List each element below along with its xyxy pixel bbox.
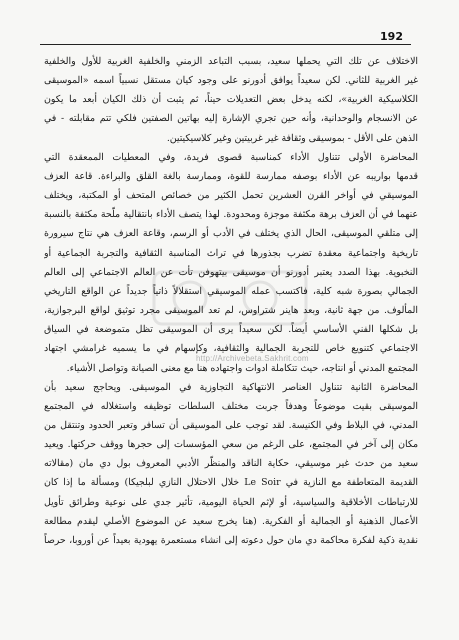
- body-line: الموسيقي في أواخر القرن العشرين تحمل الكثير من خصائص المتحف أو المكتبة، ويختلف: [44, 190, 418, 202]
- body-line: القديمة المتعاطفة مع النازية في Le Soir خلال الاحتلال النازي لبلجيكا) ومسألة ما إذا كان: [44, 477, 418, 489]
- body-line: عنهما في أن العزف برهة مكثفة موجزة ومحدودة. لهذا يتصف الأداء بانتقالية ملّحة مكثفة بالنسبة: [44, 209, 418, 221]
- body-line: النخبوية. بهذا الصدد يعتبر أدورنو أن موسيقى بيتهوفن تأت عن العالم الاجتماعي إلى العالم: [44, 266, 418, 278]
- body-line: عن الانسجام والوحدانية، وأنه حين تجري الإشارة إليه بهاتين الصفتين فلكي تتم مقابلته - في: [44, 113, 418, 125]
- body-line: الاختلاف عن تلك التي يحملها سعيد، بسبب التباعد الزمني والخلفية الغربية للأول والخلفية: [44, 56, 418, 67]
- body-line: غير الغربية للثاني. لكن سعيداً يوافق أدورنو على وجود كيان مستقل نسبياً اسمه «الموسيقى: [44, 75, 418, 87]
- page-number: 192: [380, 30, 403, 43]
- body-line: قدمها بواريبه عن الأداء بوصفه ممارسة للقوة، وممارسة بالغة القلق والبراءة. قاعة العزف: [44, 170, 418, 182]
- body-line: المدني، في البلاط وفي الكنيسة. لقد توجب على الموسيقى أن تسافر وتعبر الحدود وتنتقل من: [44, 419, 418, 431]
- body-line: نقدية ذكية لفكرة محاكمة دي مان حول دعوته إلى انشاء مستعمرة يهودية بعيداً عن أوروبا، حرصاً: [44, 534, 418, 546]
- body-line: سعيد من حدث غير موسيقي، حكاية الناقد والمنظّر الأدبي المعروف بول دي مان (مقالاته: [44, 458, 418, 470]
- body-line: إلى متلقي الموسيقى، الحال الذي يختلف في الأدب أو الرسم، وقاعة العزف هي نتاج سيرورة: [44, 228, 418, 240]
- body-line: الأعمال الذهنية أو الجمالية أو الفكرية. (هنا يخرج سعيد عن الموضوع الأصلي ليقدم مطالعة: [44, 515, 418, 527]
- body-line: الموسيقى بقيت موضوعاً وهدفاً جربت مختلف السلطات توظيفه واستغلاله في المجتمع: [44, 400, 418, 412]
- body-line: المحاضرة الثانية تتناول العناصر الانتهاكية التجاوزية في الموسيقى. ويحاجج سعيد بأن: [44, 381, 418, 393]
- body-line: الذهن على الأقل - بموسيقى وثقافة غير غربيتين وغير كلاسيكيتين.: [166, 132, 418, 144]
- article-body: [44, 52, 418, 550]
- header-rule: [40, 44, 411, 45]
- body-line: الكلاسيكية الغربية»، لكنه يدخل بعض التعديلات حيناً، ثم يثبت أن ذلك الكيان أبعد ما يكون: [44, 94, 418, 106]
- body-line: المحاضرة الأولى تتناول الأداء كمناسبة قصوى فريدة، وفي المعطيات الممعقدة التي: [44, 151, 418, 163]
- body-line: الاجتماعي كتنويع خاص للتجربة الجمالية والثقافية، وكإسهام في ما يسميه غرامشي اجتهاد: [44, 343, 418, 355]
- body-line: مكان إلى آخر في المجتمع، على الرغم من سعي المؤسسات إلى حجرها ووقف حركتها. ويعيد: [44, 439, 418, 451]
- body-line: الجمالي بصورة شبه كلية، فاكتسب عمله الموسيقي استقلالاً ذاتياً جديداً عن الواقع التاريخي: [44, 285, 418, 297]
- body-line: المألوف. من جهة ثانية، وبعد هاينر شتراوس، لم تعد الموسيقى مجرد توثيق لواقع البرجوازية،: [44, 305, 418, 317]
- archive-watermark: http://Archivebeta.Sakhrit.com: [196, 354, 309, 363]
- body-line: للارتباطات الأخلاقية والسياسية، أو لإثم الحياة اليومية، تأثير جدي على نوعية وطرائق تأويل: [44, 496, 418, 508]
- body-line: تاريخية واجتماعية معقدة تضرب بجذورها في تراث المناسبة الثقافية والتجربة الجماعية أو: [44, 247, 418, 259]
- body-line: المجتمع المدني أو انتاجه، حيث تتكاملة ادوات واجتهاده هنا مع معنى الصيانة وتواصل الأشياء.: [66, 362, 418, 374]
- body-line: بل شكلها الفني الأساسي أيضاً. لكن سعيداً يرى أن الموسيقى تظل متموضعة في السياق: [44, 324, 418, 336]
